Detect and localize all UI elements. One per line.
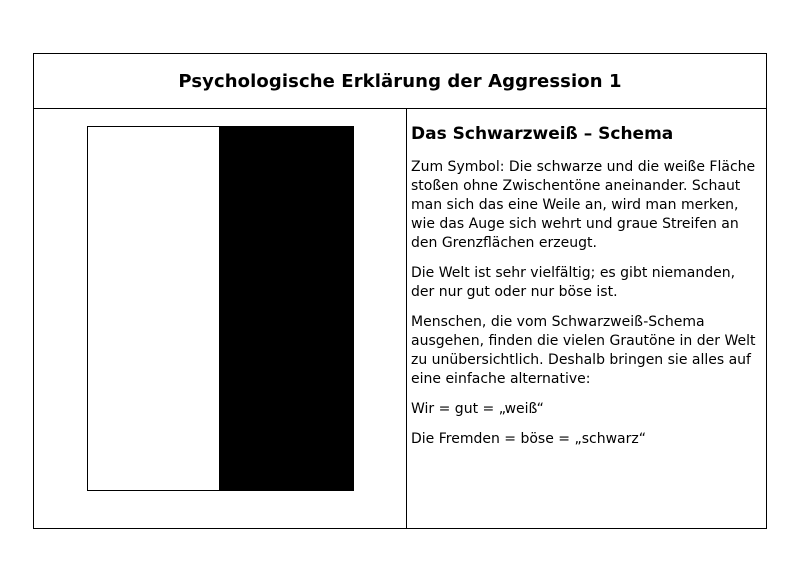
title-row <box>34 54 766 109</box>
column-divider <box>406 109 407 529</box>
black-white-symbol <box>87 126 354 491</box>
worksheet-card <box>33 53 767 529</box>
paragraph-people: Menschen, die vom Schwarzweiß-Schema ausgehen, finden die vielen Grautöne in der Welt zu unübersichtlich. Deshalb bringen sie alles auf eine einfache alternative: <box>411 314 756 387</box>
paragraph-strangers-bad: Die Fremden = böse = „schwarz“ <box>411 431 646 447</box>
paragraph-we-good: Wir = gut = „weiß“ <box>411 401 544 417</box>
black-area <box>220 127 353 490</box>
section-heading: Das Schwarzweiß – Schema <box>411 124 674 144</box>
paragraph-world: Die Welt ist sehr vielfältig; es gibt niemanden, der nur gut oder nur böse ist. <box>411 265 736 300</box>
explanation-column <box>411 122 761 460</box>
page-title: Psychologische Erklärung der Aggression 1 <box>178 70 622 92</box>
paragraph-symbol: Zum Symbol: Die schwarze und die weiße Fläche stoßen ohne Zwischentöne aneinander. Schaut man sich das eine Weile an, wird man merken, wie das Auge sich wehrt und graue Streifen an den Grenzflächen erzeugt. <box>411 159 756 251</box>
white-area <box>88 127 220 490</box>
